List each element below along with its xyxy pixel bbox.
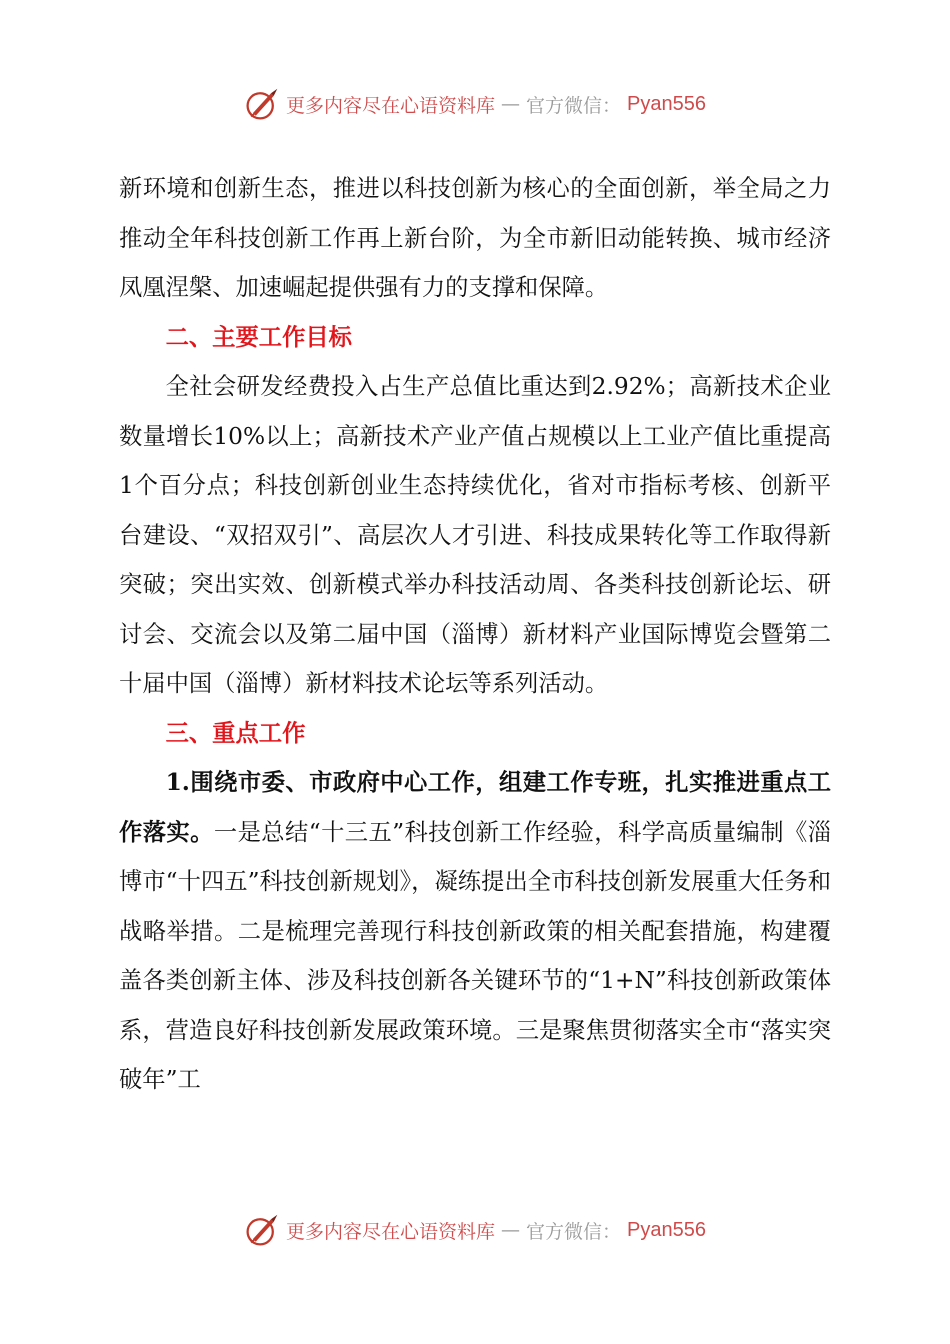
- section-2-paragraph: 全社会研发经费投入占生产总值比重达到2.92%；高新技术企业数量增长10%以上；高新技术产业产值占规模以上工业产值比重提高1个百分点；科技创新创业生态持续优化，省对市指标考核、创新平台建设、“双招双引”、高层次人才引进、科技成果转化等工作取得新突破；突出实效、创新模式举办科技活动周、各类科技创新论坛、研讨会、交流会以及第二届中国（淄博）新材料产业国际博览会暨第二十届中国（淄博）新材料技术论坛等系列活动。: [119, 373, 831, 697]
- quill-pen-logo-icon: [244, 86, 280, 122]
- banner-separator: —: [501, 1219, 521, 1241]
- item-1-paragraph: [119, 758, 831, 1105]
- banner-wechat-label: 官方微信：: [526, 1220, 622, 1243]
- section-3-heading: 三、重点工作: [165, 719, 306, 747]
- banner-separator: —: [501, 93, 521, 115]
- banner-wechat-id: Pyan556: [627, 1218, 706, 1241]
- document-body: [119, 164, 831, 1105]
- banner-brand: 更多内容尽在心语资料库: [286, 1220, 496, 1243]
- quill-pen-logo-icon: [244, 1212, 280, 1248]
- intro-paragraph-tail: 新环境和创新生态，推进以科技创新为核心的全面创新，举全局之力推动全年科技创新工作再上新台阶，为全市新旧动能转换、城市经济凤凰涅槃、加速崛起提供强有力的支撑和保障。: [119, 175, 831, 301]
- banner-wechat-label: 官方微信：: [526, 94, 622, 117]
- item-1-text: 一是总结“十三五”科技创新工作经验，科学高质量编制《淄博市“十四五”科技创新规划》，凝练提出全市科技创新发展重大任务和战略举措。二是梳理完善现行科技创新政策的相关配套措施，构建覆盖各类创新主体、涉及科技创新各关键环节的“1+N”科技创新政策体系，营造良好科技创新发展政策环境。三是聚焦贯彻落实全市“落实突破年”工: [119, 818, 832, 1093]
- section-2-heading: 二、主要工作目标: [165, 323, 352, 351]
- footer-watermark-banner: [0, 1210, 950, 1250]
- banner-wechat-id: Pyan556: [627, 92, 706, 115]
- header-watermark-banner: [0, 84, 950, 124]
- item-1-lead: 1.围绕市委、市政府中心工作，组建工作专班，扎实推进重点工作落实。: [119, 769, 831, 846]
- banner-brand: 更多内容尽在心语资料库: [286, 94, 496, 117]
